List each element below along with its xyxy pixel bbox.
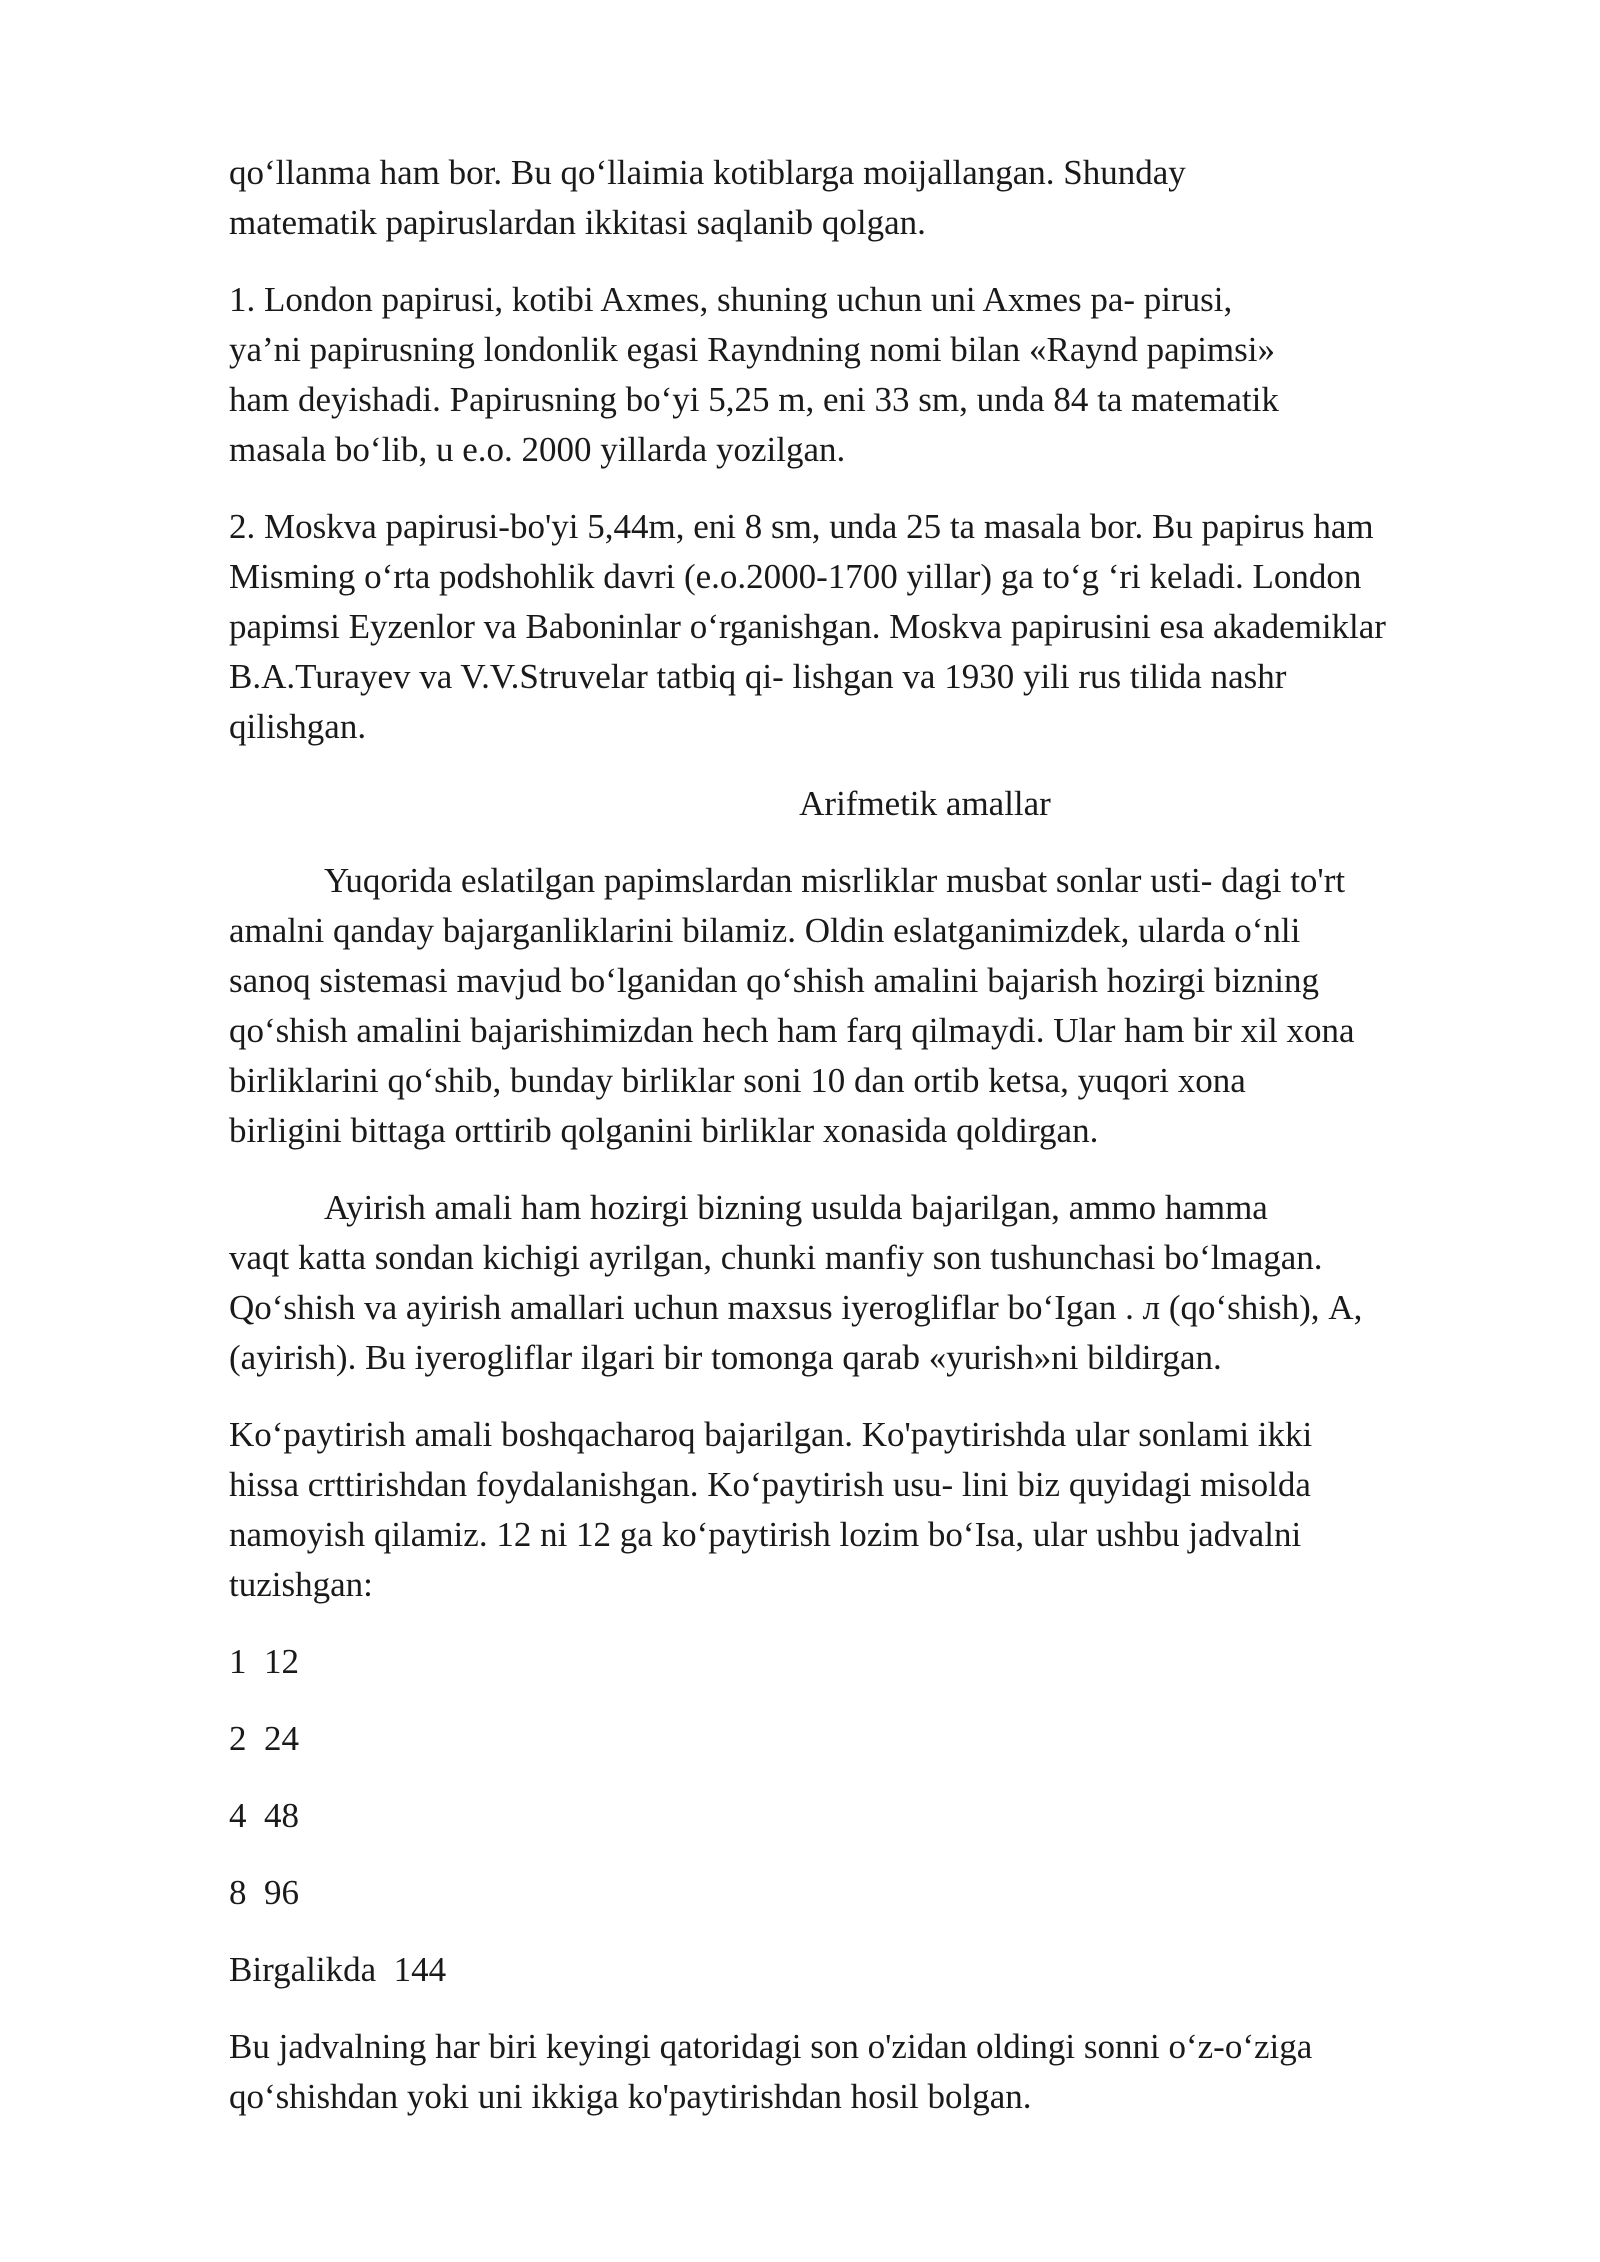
text-line: tuzishgan: — [229, 1565, 373, 1604]
london-papyrus-paragraph — [229, 275, 1491, 475]
text-line: birligini bittaga orttirib qolganini birliklar xonasida qoldirgan. — [229, 1111, 1099, 1150]
text-line: hissa crttirishdan foydalanishgan. Ko‘paytirish usu- lini biz quyidagi misolda — [229, 1465, 1311, 1504]
text-line: ham deyishadi. Papirusning bo‘yi 5,25 m, eni 33 sm, unda 84 ta matematik — [229, 380, 1279, 419]
multiplication-paragraph — [229, 1410, 1491, 1610]
text-line: namoyish qilamiz. 12 ni 12 ga ko‘paytirish lozim bo‘Isa, ular ushbu jadvalni — [229, 1515, 1302, 1554]
text-line: Ayirish amali ham hozirgi bizning usulda bajarilgan, ammo hamma — [324, 1188, 1268, 1227]
text-line: (ayirish). Bu iyerogliflar ilgari bir tomonga qarab «yurish»ni bildirgan. — [229, 1338, 1222, 1377]
text-line: masala bo‘lib, u e.o. 2000 yillarda yozilgan. — [229, 430, 846, 469]
text-line: vaqt katta sondan kichigi ayrilgan, chunki manfiy son tushunchasi bo‘lmagan. — [229, 1238, 1323, 1277]
text-line: 1. London papirusi, kotibi Axmes, shuning uchun uni Axmes pa- pirusi, — [229, 280, 1233, 319]
text-line: amalni qanday bajarganliklarini bilamiz. Oldin eslatganimizdek, ularda o‘nli — [229, 911, 1301, 950]
text-line: ya’ni papirusning londonlik egasi Rayndning nomi bilan «Raynd papimsi» — [229, 330, 1276, 369]
document-page — [229, 148, 1491, 2149]
text-line: qo‘llanma ham bor. Bu qo‘llaimia kotiblarga moijallangan. Shunday — [229, 153, 1186, 192]
addition-paragraph — [229, 856, 1491, 1156]
text-line: qilishgan. — [229, 707, 367, 746]
text-line: qo‘shishdan yoki uni ikkiga ko'paytirishdan hosil bolgan. — [229, 2077, 1032, 2116]
text-line: matematik papiruslardan ikkitasi saqlanib qolgan. — [229, 203, 926, 242]
text-line: Yuqorida eslatilgan papimslardan misrliklar musbat sonlar usti- dagi to'rt — [324, 861, 1346, 900]
table-total-row: Birgalikda 144 — [229, 1950, 447, 1989]
moscow-papyrus-paragraph — [229, 502, 1491, 752]
text-line: papimsi Eyzenlor va Baboninlar o‘rganishgan. Moskva papirusini esa akademiklar — [229, 607, 1386, 646]
text-line: 2. Moskva papirusi-bo'yi 5,44m, eni 8 sm, unda 25 ta masala bor. Bu papirus ham — [229, 507, 1374, 546]
text-line: qo‘shish amalini bajarishimizdan hech ham farq qilmaydi. Ular ham bir xil xona — [229, 1011, 1355, 1050]
table-row: 1 12 — [229, 1642, 299, 1681]
text-line: sanoq sistemasi mavjud bo‘lganidan qo‘shish amalini bajarish hozirgi bizning — [229, 961, 1320, 1000]
section-heading: Arifmetik amallar — [799, 784, 1051, 823]
text-line: Misming o‘rta podshohlik davri (e.o.2000-1700 yillar) ga to‘g ‘ri keladi. London — [229, 557, 1362, 596]
table-row: 4 48 — [229, 1796, 299, 1835]
text-line: Ko‘paytirish amali boshqacharoq bajarilgan. Ko'paytirishda ular sonlami ikki — [229, 1415, 1313, 1454]
intro-paragraph — [229, 148, 1491, 248]
text-line: Qo‘shish va ayirish amallari uchun maxsus iyerogliflar bo‘Igan . л (qo‘shish), A, — [229, 1288, 1363, 1327]
subtraction-paragraph — [229, 1183, 1491, 1383]
table-row: 2 24 — [229, 1719, 299, 1758]
text-line: birliklarini qo‘shib, bunday birliklar soni 10 dan ortib ketsa, yuqori xona — [229, 1061, 1246, 1100]
conclusion-paragraph — [229, 2022, 1491, 2122]
text-line: Bu jadvalning har biri keyingi qatoridagi son o'zidan oldingi sonni o‘z-o‘ziga — [229, 2027, 1313, 2066]
text-line: B.A.Turayev va V.V.Struvelar tatbiq qi- lishgan va 1930 yili rus tilida nashr — [229, 657, 1287, 696]
table-row: 8 96 — [229, 1873, 299, 1912]
